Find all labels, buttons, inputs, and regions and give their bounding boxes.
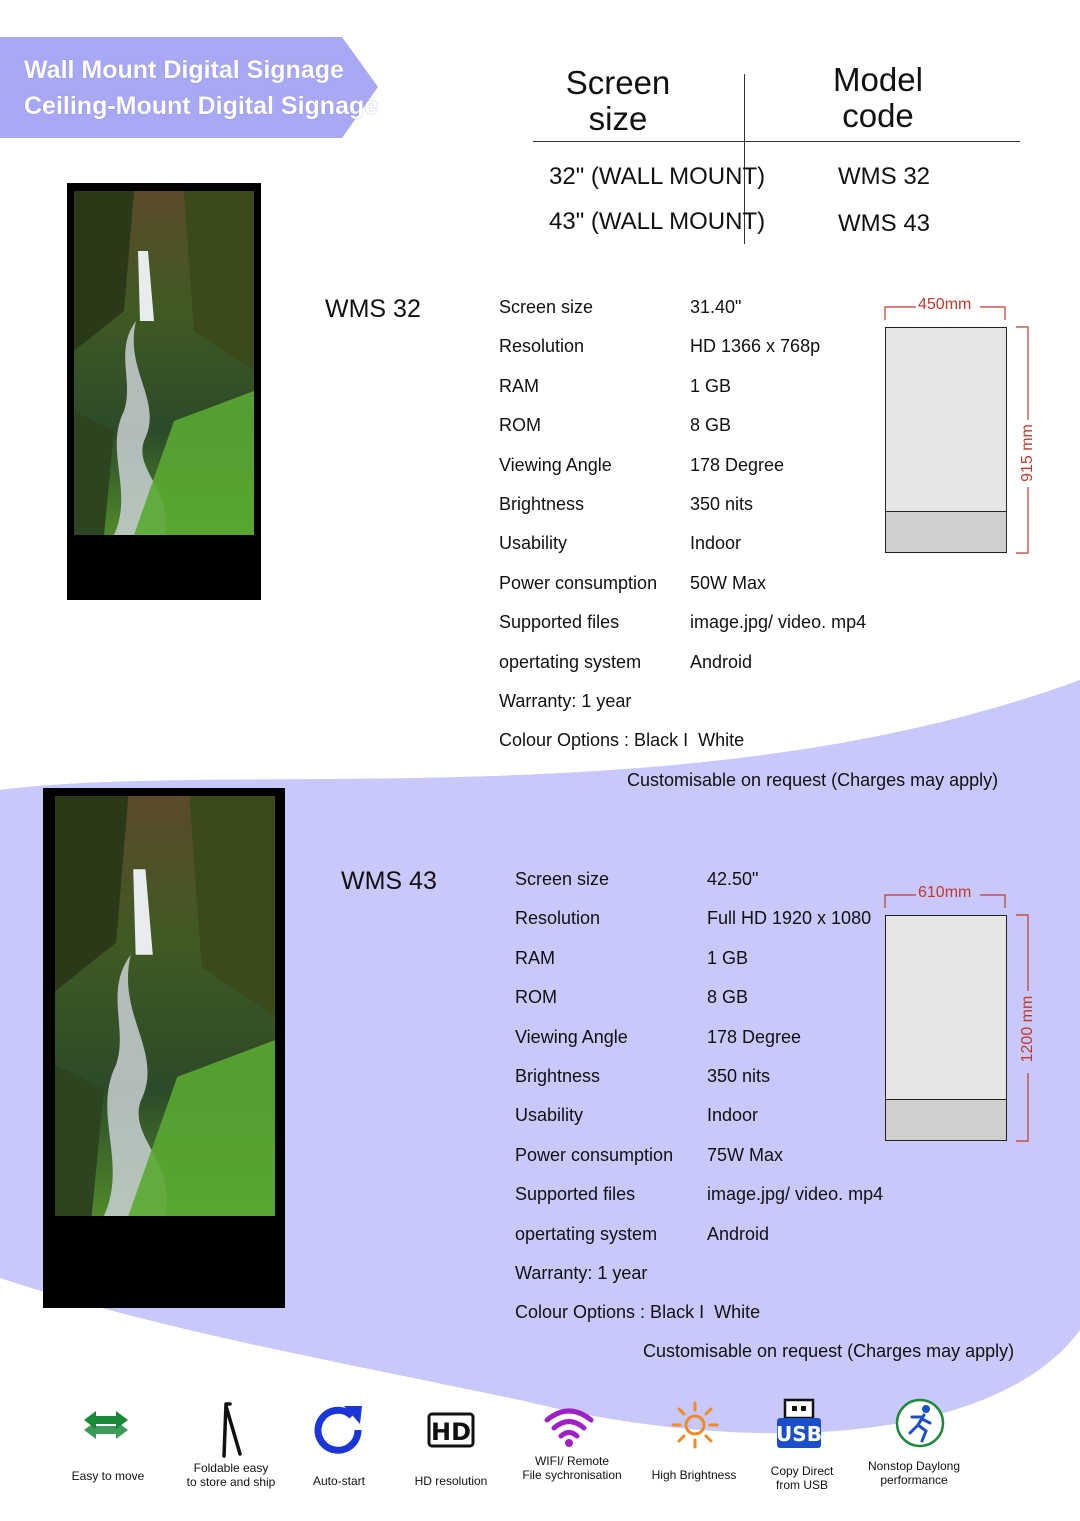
spec-label: Power consumption bbox=[515, 1144, 674, 1165]
feature-label: Auto-start bbox=[312, 1474, 366, 1488]
svg-text:HD: HD bbox=[430, 1418, 472, 1446]
width-line-right-wms32 bbox=[978, 295, 1010, 325]
table-row-2-code: WMS 43 bbox=[838, 210, 931, 237]
spec-value: Indoor bbox=[690, 533, 742, 554]
spec-value: 42.50" bbox=[707, 869, 759, 889]
spec-label: Supported files bbox=[499, 612, 620, 633]
screen-outline-wms32 bbox=[885, 327, 1007, 513]
spec-label: ROM bbox=[499, 415, 541, 436]
wifi-icon bbox=[543, 1406, 595, 1448]
spec-value: 8 GB bbox=[690, 415, 732, 436]
spec-label: opertating system bbox=[499, 651, 642, 672]
dimension-lines-wms43 bbox=[880, 883, 920, 913]
spec-label: Power consumption bbox=[499, 572, 658, 593]
spec-label: Brightness bbox=[515, 1066, 601, 1086]
spec-value: HD 1366 x 768p bbox=[690, 336, 821, 357]
dimension-lines-wms32 bbox=[880, 295, 920, 325]
feature-label: HD resolution bbox=[414, 1474, 488, 1488]
spec-value: 75W Max bbox=[707, 1144, 784, 1165]
custom-note-wms43: Customisable on request (Charges may apply) bbox=[643, 1341, 1015, 1361]
spec-label: Resolution bbox=[499, 336, 585, 357]
table-header-screen-size: Screen size bbox=[565, 64, 671, 137]
spec-label: Screen size bbox=[515, 869, 610, 889]
spec-label: Viewing Angle bbox=[515, 1026, 628, 1047]
spec-value: 178 Degree bbox=[690, 454, 785, 475]
title-banner-text bbox=[24, 52, 378, 124]
product-photo-wms32 bbox=[67, 183, 261, 600]
spec-label: Supported files bbox=[515, 1184, 636, 1205]
usb-icon bbox=[775, 1398, 823, 1450]
table-row-1-code: WMS 32 bbox=[838, 163, 931, 190]
spec-value: Android bbox=[690, 651, 753, 672]
table-horizontal-divider bbox=[533, 141, 1020, 142]
spec-value: 50W Max bbox=[690, 572, 767, 593]
spec-value: image.jpg/ video. mp4 bbox=[690, 612, 867, 633]
warranty-wms43: Warranty: 1 year bbox=[515, 1263, 648, 1283]
waterfall-image bbox=[74, 191, 254, 535]
spec-value: 1 GB bbox=[707, 947, 749, 968]
feature-label: Foldable easy to store and ship bbox=[186, 1461, 276, 1489]
spec-label: Brightness bbox=[499, 494, 585, 514]
table-row-2-size: 43" (WALL MOUNT) bbox=[549, 208, 766, 235]
arrows-move-icon bbox=[80, 1408, 132, 1442]
width-label-wms43: 610mm bbox=[918, 884, 972, 901]
screen-base-wms32 bbox=[885, 511, 1007, 553]
warranty-wms32: Warranty: 1 year bbox=[499, 691, 632, 711]
spec-value: image.jpg/ video. mp4 bbox=[707, 1184, 884, 1205]
spec-value: Android bbox=[707, 1223, 770, 1244]
spec-label: Usability bbox=[499, 533, 568, 554]
spec-value: 8 GB bbox=[707, 987, 749, 1008]
screen-outline-wms43 bbox=[885, 915, 1007, 1101]
hd-icon bbox=[427, 1412, 475, 1448]
colour-options-wms43: Colour Options : Black I White bbox=[515, 1302, 761, 1322]
width-line-right-wms43 bbox=[978, 883, 1010, 913]
width-label-wms32: 450mm bbox=[918, 296, 972, 313]
refresh-icon bbox=[312, 1402, 366, 1454]
product-photo-wms43 bbox=[43, 788, 285, 1308]
spec-label: Resolution bbox=[515, 908, 601, 929]
spec-label: RAM bbox=[515, 947, 555, 968]
table-row-1-size: 32" (WALL MOUNT) bbox=[549, 163, 766, 190]
model-title-wms43: WMS 43 bbox=[341, 867, 437, 895]
spec-label: Viewing Angle bbox=[499, 454, 612, 475]
banner-line-2: Ceiling-Mount Digital Signage bbox=[24, 92, 379, 120]
feature-label: High Brightness bbox=[651, 1468, 737, 1482]
banner-line-1: Wall Mount Digital Signage bbox=[24, 56, 344, 84]
spec-value: 178 Degree bbox=[707, 1026, 802, 1047]
waterfall-image bbox=[55, 796, 275, 1216]
colour-options-wms32: Colour Options : Black I White bbox=[499, 730, 745, 750]
feature-label: WIFI/ Remote File sychronisation bbox=[522, 1454, 622, 1482]
feature-label: Easy to move bbox=[71, 1469, 145, 1483]
table-header-model-code: Model code bbox=[833, 61, 923, 134]
spec-label: opertating system bbox=[515, 1223, 658, 1244]
spec-value: 31.40" bbox=[690, 297, 742, 317]
spec-label: Usability bbox=[515, 1105, 584, 1126]
custom-note-wms32: Customisable on request (Charges may apply) bbox=[627, 770, 999, 790]
sun-icon bbox=[670, 1400, 720, 1450]
foldable-stand-icon bbox=[214, 1402, 244, 1458]
screen-base-wms43 bbox=[885, 1099, 1007, 1141]
spec-label: ROM bbox=[515, 987, 557, 1008]
feature-label: Copy Direct from USB bbox=[770, 1464, 834, 1492]
spec-label: Screen size bbox=[499, 297, 594, 317]
spec-label: RAM bbox=[499, 375, 539, 396]
height-label-wms32: 915 mm bbox=[1019, 424, 1036, 482]
svg-text:USB: USB bbox=[776, 1422, 822, 1446]
spec-value: 350 nits bbox=[707, 1066, 771, 1086]
model-title-wms32: WMS 32 bbox=[325, 295, 421, 323]
spec-value: 1 GB bbox=[690, 375, 732, 396]
runner-icon bbox=[894, 1397, 946, 1449]
spec-value: 350 nits bbox=[690, 494, 754, 514]
spec-value: Indoor bbox=[707, 1105, 759, 1126]
spec-value: Full HD 1920 x 1080 bbox=[707, 908, 872, 929]
feature-label: Nonstop Daylong performance bbox=[867, 1459, 961, 1487]
height-label-wms43: 1200 mm bbox=[1019, 995, 1036, 1063]
